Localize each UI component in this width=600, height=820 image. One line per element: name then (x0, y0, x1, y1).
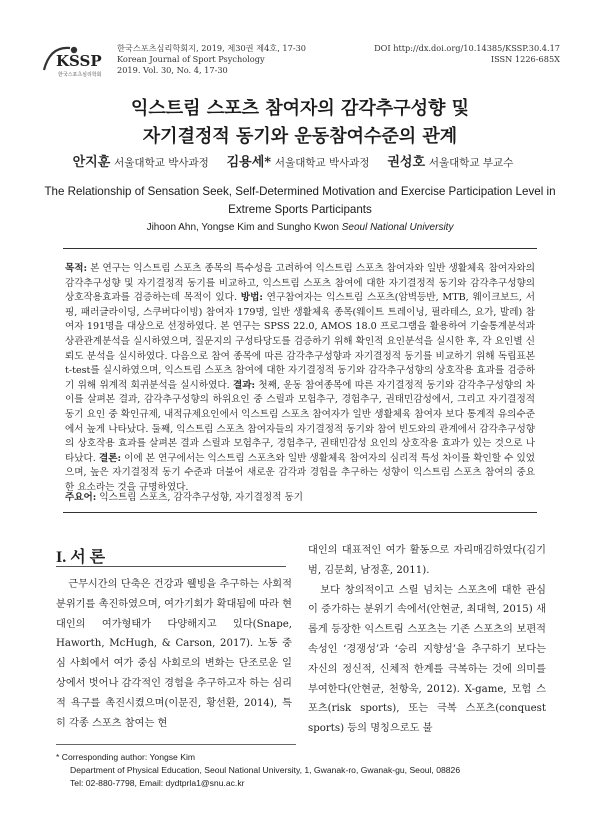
keywords (65, 489, 535, 503)
author-name: 안지훈 (72, 155, 111, 170)
english-title: The Relationship of Sensation Seek, Self-Determined Motivation and Exercise Participation Level in Extreme Sports Participants (44, 185, 556, 216)
body-paragraph: 근무시간의 단축은 건강과 웰빙을 추구하는 사회적 분위기를 촉진하였으며, 여가기회가 확대됨에 따라 현대인의 여가형태가 다양해지고 있다(Snape, Haworth, McHugh, & Carson, 2017). 노동 중심 사회에서 여가 중심 사회로의 변화는 단조로운 일상에서 벗어나 감각적인 경험을 추구하고자 하는 심리적 욕구를 촉진시켰으며(이문진, 황선환, 2014), 특히 각종 스포츠 참여는 현 (56, 579, 292, 729)
footnote-address: Department of Physical Education, Seoul National University, 1, Gwanak-ro, Gwanak-gu, Seoul, 08826 (70, 765, 461, 775)
english-authors (0, 222, 600, 233)
author-affiliation: 서울대학교 부교수 (428, 157, 514, 169)
keywords-label: 주요어: (65, 492, 97, 503)
english-institution: Seoul National University (341, 222, 454, 233)
journal-korean: 한국스포츠심리학회지, 2019, 제30권 제4호, 17-30 (117, 43, 307, 53)
body-left-column (56, 575, 292, 733)
kssp-logo-icon (40, 40, 120, 80)
author-list (0, 151, 600, 170)
journal-citation (117, 43, 306, 76)
footnote (56, 751, 460, 790)
author-name: 김용세* (226, 155, 272, 170)
abstract-top-rule (63, 248, 537, 249)
doi-link[interactable]: DOI http://dx.doi.org/10.14385/KSSP.30.4.17 (374, 43, 560, 53)
abstract-conclusion: 이에 본 연구에서는 익스트림 스포츠와 일반 생활체육 참여자의 심리적 특성 차이를 확인할 수 있었으며, 높은 자기결정적 동기 수준과 더불어 새로운 감각과 경험을 추구하는 성향이 익스트림 스포츠 참여의 중요한 요소라는 것을 규명하였다. (65, 452, 535, 493)
title-line-2: 자기결정적 동기와 운동참여수준의 관계 (142, 126, 458, 147)
author-affiliation: 서울대학교 박사과정 (274, 157, 370, 169)
issn: ISSN 1226-685X (490, 54, 560, 64)
author-affiliation: 서울대학교 박사과정 (114, 157, 209, 169)
paper-title (0, 95, 600, 151)
title-line-1: 익스트림 스포츠 참여자의 감각추구성향 및 (130, 98, 470, 119)
footnote-corresponding: * Corresponding author: Yongse Kim (56, 752, 196, 762)
body-right-column (308, 541, 546, 739)
abstract-results: 첫째, 운동 참여종목에 따른 자기결정적 동기와 감각추구성향의 차이를 살펴본 결과, 감각추구성향의 하위요인 중 스릴과 모험추구, 경험추구, 권태민감성에서, 그리고 자기결정적 동기 요인 중 확인규제, 내적규제요인에서 익스트림 스포츠 참여자가 일반 생활체육 참여자 보다 통계적 유의수준에서 높게 나타났다. 둘째, 익스트림 스포츠 참여자들의 자기결정적 동기와 참여 빈도와의 관계에서 감각추구성향의 상호작용 효과를 살펴본 결과 스릴과 모험추구, 경험추구, 권태민감성 요인의 상호작용 효과가 있는 것으로 나타났다. (65, 379, 536, 464)
footnote-contact: Tel: 02-880-7798, Email: dydtprla1@snu.ac.kr (70, 778, 245, 788)
section-heading-rule (56, 566, 286, 567)
abstract (65, 262, 535, 496)
body-paragraph: 보다 창의적이고 스릴 넘치는 스포츠에 대한 관심이 증가하는 분위기 속에서(안현균, 최대혁, 2015) 새롭게 등장한 익스트림 스포츠는 기존 스포츠의 보편적 속성인 ‘경쟁성’과 ‘승리 지향성’을 추구하기 보다는 자신의 정신적, 신체적 한계를 극복하는 것에 의미를 부여한다(안현균, 천항욱, 2012). X-game, 모험 스포츠(risk sports), 또는 극복 스포츠(conquest sports) 등의 명칭으로도 불 (308, 584, 546, 735)
abstract-purpose: 본 연구는 익스트림 스포츠 종목의 특수성을 고려하여 익스트림 스포츠 참여자와 일반 생활체육 참여자와의 감각추구성향 및 자기결정적 동기를 비교하고, 익스트림 스포츠 참여에 대한 자기결정적 동기와 감각추구성향의 상호작용효과를 검증하는데 목적이 있다. (65, 263, 535, 304)
journal-volume: 2019. Vol. 30, No. 4, 17-30 (117, 65, 228, 75)
author-name: 권성호 (387, 155, 426, 170)
abstract-label-results: 결과: (233, 379, 256, 391)
section-heading: I. 서 론 (56, 549, 106, 566)
body-paragraph: 대인의 대표적인 여가 활동으로 자리매김하였다(김기범, 김문희, 남정훈, 2011). (308, 545, 546, 576)
abstract-method: 연구참여자는 익스트림 스포츠(암벽등반, MTB, 웨이크보드, 서핑, 패러글라이딩, 스쿠버다이빙) 참여자 179명, 일반 생활체육 종목(웨이트 트레이닝, 필라테스, 요가, 발레) 참여자 191명을 대상으로 선정하였다. 본 연구는 SPSS 22.0, AMOS 18.0 프로그램을 활용하여 기술통계분석과 상관관계분석을 실시하였으며, 질문지의 구성타당도를 검증하기 위해 확인적 요인분석을 실시한 후, 각 요인별 신뢰도 분석을 실시하였다. 다음으로 참여 종목에 따른 감각추구성향과 자기결정적 동기를 비교하기 위해 독립표본 t-test를 실시하였으며, 익스트림 스포츠 참여에 대한 자기결정적 동기와 감각추구성향의 상호작용 효과를 검증하기 위해 위계적 회귀분석을 실시하였다. (65, 292, 535, 391)
abstract-label-method: 방법: (240, 292, 263, 304)
svg-text:KSSP: KSSP (56, 52, 102, 70)
journal-logo (40, 40, 120, 80)
svg-text:한국스포츠심리학회: 한국스포츠심리학회 (58, 72, 102, 78)
journal-ids (374, 43, 560, 65)
footnote-rule (56, 744, 296, 745)
abstract-bottom-rule (63, 512, 537, 513)
journal-english: Korean Journal of Sport Psychology (117, 54, 265, 64)
abstract-label-purpose: 목적: (65, 263, 88, 274)
keywords-text: 익스트림 스포츠, 감각추구성향, 자기결정적 동기 (96, 492, 304, 503)
english-author-names: Jihoon Ahn, Yongse Kim and Sungho Kwon (146, 222, 339, 233)
abstract-label-conclusion: 결론: (98, 452, 122, 464)
